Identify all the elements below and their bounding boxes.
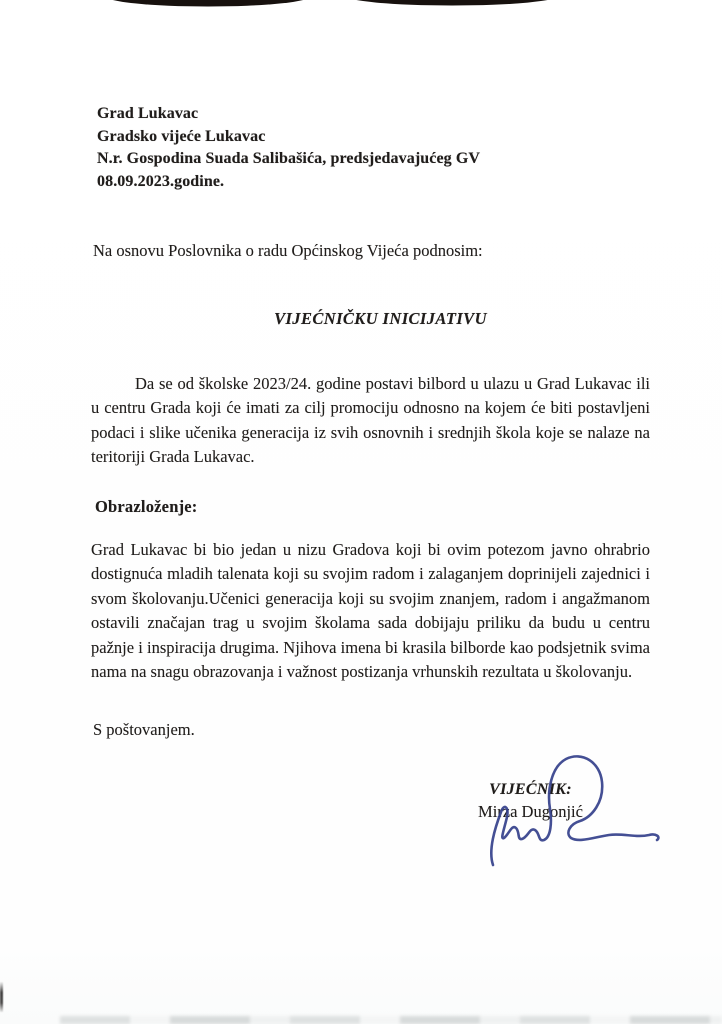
signature-block bbox=[448, 781, 613, 822]
letterhead bbox=[97, 103, 657, 193]
scan-artifact-bottom-smudge bbox=[60, 1016, 722, 1024]
scan-blob-left bbox=[105, 0, 311, 7]
explanation-heading: Obrazloženje: bbox=[95, 497, 198, 516]
letterhead-line-addressee: N.r. Gospodina Suada Salibašića, predsjedavajućeg GV bbox=[97, 150, 481, 168]
scan-blob-right bbox=[345, 0, 559, 6]
signer-name: Mirza Dugonjić bbox=[478, 802, 583, 821]
letterhead-line-council: Gradsko vijeće Lukavac bbox=[97, 127, 266, 145]
initiative-paragraph: Da se od školske 2023/24. godine postavi bilbord u ulazu u Grad Lukavac ili u centru Grada koji će imati za cilj promociju odnosno na kojem će biti postavljeni podaci i slike učenika generacija iz svih osnovnih i srednjih škola koje se nalaze na teritoriji Grada Lukavac. bbox=[91, 374, 650, 467]
closing-salutation: S poštovanjem. bbox=[93, 720, 195, 739]
letterhead-line-city: Grad Lukavac bbox=[97, 105, 199, 122]
explanation-paragraph: Grad Lukavac bi bio jedan u nizu Gradova koji bi ovim potezom javno ohrabrio dostignuća mladih talenata koji su svojim radom i zalaganjem doprinijeli zajednici i svom školovanju.Učenici generacija koji su svojim znanjem, radom i angažmanom ostavili značajan trag u svojim školama sada dobijaju priliku da budu u centru pažnje i inspiracija drugima. Njihova imena bi krasila bilborde kao podsjetnik svima nama na snagu obrazovanja i važnost postizanja vrhunskih rezultata u školovanju. bbox=[91, 540, 650, 682]
intro-sentence: Na osnovu Poslovnika o radu Općinskog Vijeća podnosim: bbox=[93, 241, 483, 260]
scan-artifact-left-edge bbox=[0, 982, 3, 1012]
scan-artifact-top-edge bbox=[0, 0, 722, 18]
document-title: VIJEĆNIČKU INICIJATIVU bbox=[274, 309, 487, 328]
signer-role: VIJEĆNIK: bbox=[489, 781, 572, 798]
letterhead-line-date: 08.09.2023.godine. bbox=[97, 172, 225, 190]
